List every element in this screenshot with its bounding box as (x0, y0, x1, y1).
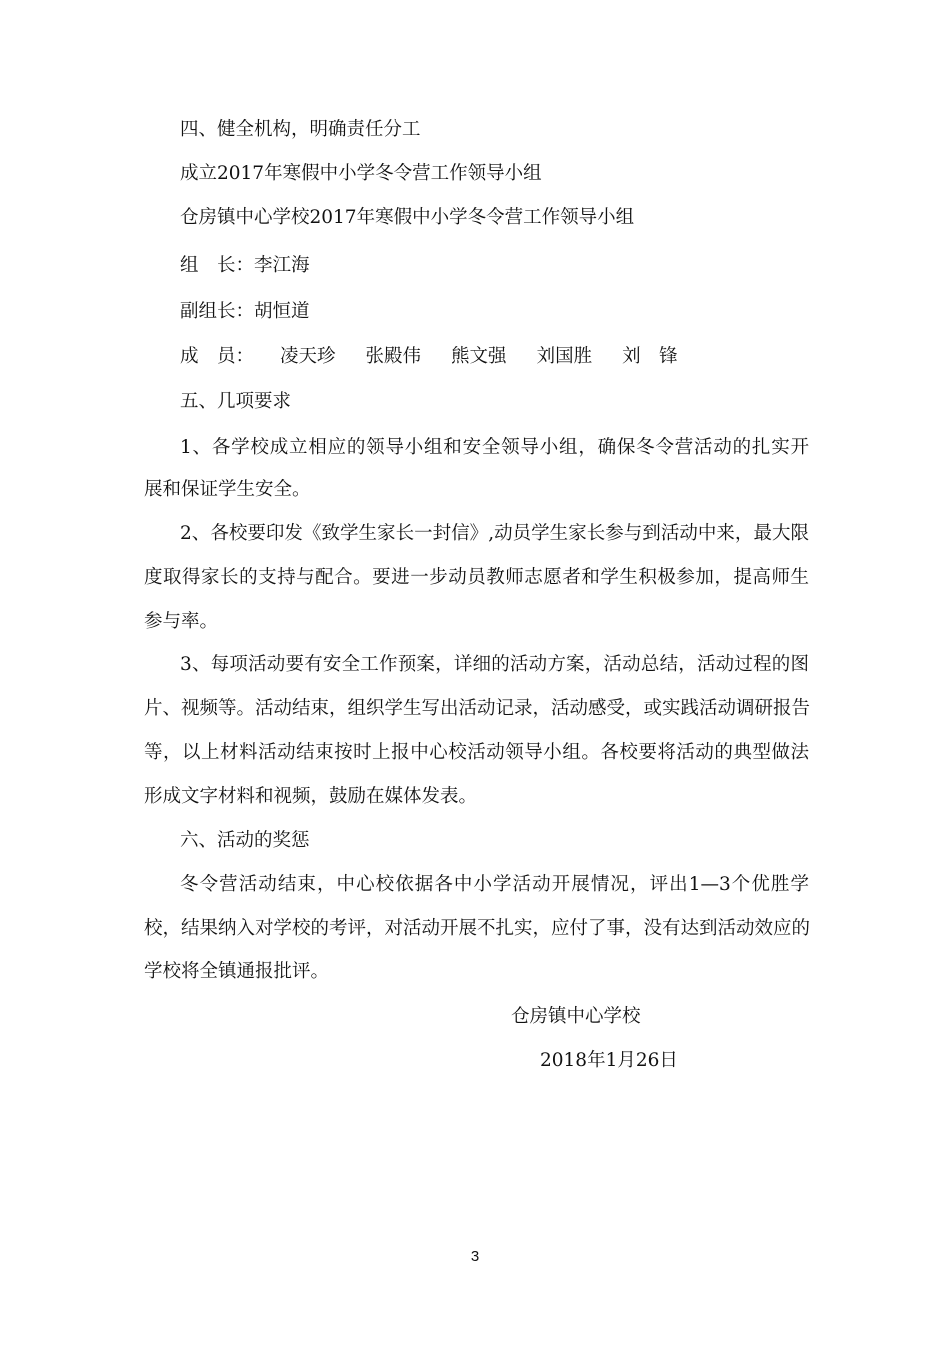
member-name: 张殿伟 (365, 346, 422, 367)
leader-row (180, 254, 845, 278)
item-2-line: 度取得家长的支持与配合。要进一步动员教师志愿者和学生积极参加，提高师生 (144, 567, 809, 588)
member-name: 刘 锋 (622, 346, 678, 367)
deputy-name: 胡恒道 (254, 301, 310, 322)
section-4-line-1: 成立2017年寒假中小学冬令营工作领导小组 (180, 163, 542, 184)
page-number: 3 (470, 1248, 480, 1265)
item-1-line: 1、各学校成立相应的领导小组和安全领导小组，确保冬令营活动的扎实开 (180, 437, 809, 458)
member-name: 刘国胜 (536, 346, 593, 367)
signature-org: 仓房镇中心学校 (511, 1006, 641, 1027)
member-name: 熊文强 (451, 346, 507, 367)
section-6-line: 冬令营活动结束，中心校依据各中小学活动开展情况，评出1—3个优胜学 (180, 874, 809, 895)
members-row (180, 345, 845, 369)
item-1-line: 展和保证学生安全。 (144, 479, 311, 500)
signature-date: 2018年1月26日 (540, 1050, 678, 1071)
leader-label: 组 长： (180, 255, 255, 276)
item-3-line: 片、视频等。活动结束，组织学生写出活动记录，活动感受，或实践活动调研报告 (144, 698, 811, 719)
section-6-heading: 六、活动的奖惩 (180, 830, 310, 851)
section-6-line: 学校将全镇通报批评。 (144, 961, 330, 982)
member-name: 凌天珍 (280, 346, 336, 367)
item-3-line: 等，以上材料活动结束按时上报中心校活动领导小组。各校要将活动的典型做法 (144, 742, 809, 763)
deputy-label: 副组长： (180, 301, 255, 322)
item-3-line: 形成文字材料和视频，鼓励在媒体发表。 (144, 786, 478, 807)
item-3-line: 3、每项活动要有安全工作预案，详细的活动方案，活动总结，活动过程的图 (180, 654, 809, 675)
item-2-line: 2、各校要印发《致学生家长一封信》,动员学生家长参与到活动中来，最大限 (180, 523, 809, 544)
item-2-line: 参与率。 (144, 611, 219, 632)
leader-name: 李江海 (254, 255, 310, 276)
section-5-heading: 五、几项要求 (180, 391, 292, 412)
members-label: 成 员： (180, 346, 255, 367)
section-4-heading: 四、健全机构，明确责任分工 (180, 119, 421, 140)
deputy-row (180, 300, 845, 324)
section-4-line-2: 仓房镇中心学校2017年寒假中小学冬令营工作领导小组 (180, 207, 635, 228)
section-6-line: 校，结果纳入对学校的考评，对活动开展不扎实，应付了事，没有达到活动效应的 (144, 918, 811, 939)
